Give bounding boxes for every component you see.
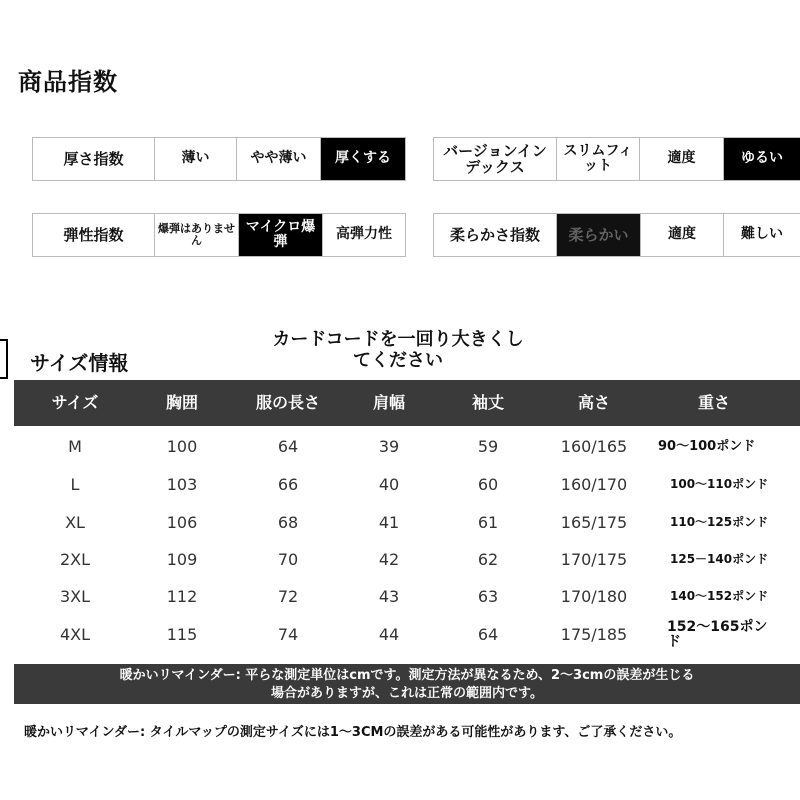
cell-weight: 110～125ポンド (670, 515, 769, 530)
cell-height: 160/170 (560, 475, 628, 494)
header-length: 服の長さ (255, 393, 321, 412)
cell-weight: 125－140ポンド (670, 552, 769, 567)
thickness-option-thick-selected: 厚くする (321, 138, 405, 180)
elasticity-option-micro-stretch-selected: マイクロ爆弾 (239, 214, 323, 256)
cell-chest: 103 (166, 475, 198, 494)
cell-shoulder: 40 (378, 475, 400, 494)
thickness-index-row (32, 137, 406, 181)
cell-sleeve: 59 (477, 437, 499, 456)
cell-chest: 115 (166, 625, 198, 644)
product-index-title: 商品指数 (18, 68, 118, 96)
table-row (0, 504, 800, 542)
thickness-index-label: 厚さ指数 (33, 138, 155, 180)
elasticity-option-high-stretch: 高弾力性 (336, 226, 392, 243)
elasticity-option-no-stretch: 爆弾はありません (155, 214, 239, 256)
cell-chest: 109 (166, 550, 198, 569)
elasticity-index-label: 弾性指数 (33, 214, 155, 256)
table-row (0, 466, 800, 504)
table-row (0, 578, 800, 616)
section-bracket-decoration (0, 339, 8, 379)
cell-height: 170/175 (560, 550, 628, 569)
cell-size: XL (65, 513, 85, 532)
cell-chest: 100 (166, 437, 198, 456)
softness-index-row (433, 213, 800, 257)
cell-length: 64 (277, 437, 299, 456)
cell-sleeve: 60 (477, 475, 499, 494)
cell-size: 3XL (59, 587, 91, 606)
header-shoulder: 肩幅 (372, 393, 406, 412)
header-weight: 重さ (697, 393, 731, 412)
cell-size: L (70, 475, 80, 494)
cell-length: 74 (277, 625, 299, 644)
cell-shoulder: 41 (378, 513, 400, 532)
table-row (0, 428, 800, 466)
cell-height: 175/185 (560, 625, 628, 644)
header-size: サイズ (51, 393, 99, 412)
version-option-slim-fit: スリムフィット (557, 138, 640, 180)
table-row (0, 616, 800, 654)
cell-weight: 152～165ポンド (667, 618, 768, 650)
size-table-header (14, 380, 800, 426)
cell-sleeve: 62 (477, 550, 499, 569)
reminder-line-1: 暖かいリマインダー: 平らな測定単位はcmです。測定方法が異なるため、2～3cmの誤差が生じる (119, 668, 695, 683)
reminder-line-2: 場合がありますが、これは正常の範囲内です。 (271, 686, 543, 701)
cell-length: 70 (277, 550, 299, 569)
cell-size: 2XL (59, 550, 91, 569)
cell-weight: 140～152ポンド (670, 589, 769, 604)
cell-shoulder: 39 (378, 437, 400, 456)
cell-length: 72 (277, 587, 299, 606)
cell-sleeve: 61 (477, 513, 499, 532)
table-row (0, 541, 800, 579)
cell-sleeve: 63 (477, 587, 499, 606)
softness-option-moderate: 適度 (641, 214, 724, 256)
cell-height: 170/180 (560, 587, 628, 606)
size-up-notice: カードコードを一回り大きくしてください (272, 329, 524, 371)
cell-weight: 100～110ポンド (670, 477, 769, 492)
thickness-option-slightly-thin: やや薄い (237, 138, 321, 180)
measurement-reminder-bar (14, 664, 800, 704)
cell-chest: 112 (166, 587, 198, 606)
header-sleeve: 袖丈 (471, 393, 505, 412)
version-option-moderate: 適度 (640, 138, 724, 180)
cell-length: 68 (277, 513, 299, 532)
footer-reminder: 暖かいリマインダー: タイルマップの測定サイズには1～3CMの誤差がある可能性があります、ご了承ください。 (24, 725, 682, 740)
softness-option-soft-selected: 柔らかい (557, 214, 641, 256)
cell-sleeve: 64 (477, 625, 499, 644)
header-chest: 胸囲 (165, 393, 199, 412)
size-info-title: サイズ情報 (30, 351, 129, 375)
version-option-loose-selected: ゆるい (724, 138, 800, 180)
softness-index-label: 柔らかさ指数 (434, 214, 557, 256)
cell-weight: 90～100ポンド (658, 438, 756, 454)
cell-height: 160/165 (560, 437, 628, 456)
thickness-option-thin: 薄い (155, 138, 237, 180)
cell-length: 66 (277, 475, 299, 494)
cell-size: 4XL (59, 625, 91, 644)
cell-height: 165/175 (560, 513, 628, 532)
softness-option-hard: 難しい (741, 226, 783, 243)
version-index-label: バージョンインデックス (434, 138, 557, 180)
elasticity-index-row (32, 213, 406, 257)
header-height: 高さ (577, 393, 611, 412)
cell-shoulder: 43 (378, 587, 400, 606)
cell-shoulder: 42 (378, 550, 400, 569)
cell-shoulder: 44 (378, 625, 400, 644)
cell-chest: 106 (166, 513, 198, 532)
cell-size: M (68, 437, 82, 456)
version-index-row (433, 137, 800, 181)
